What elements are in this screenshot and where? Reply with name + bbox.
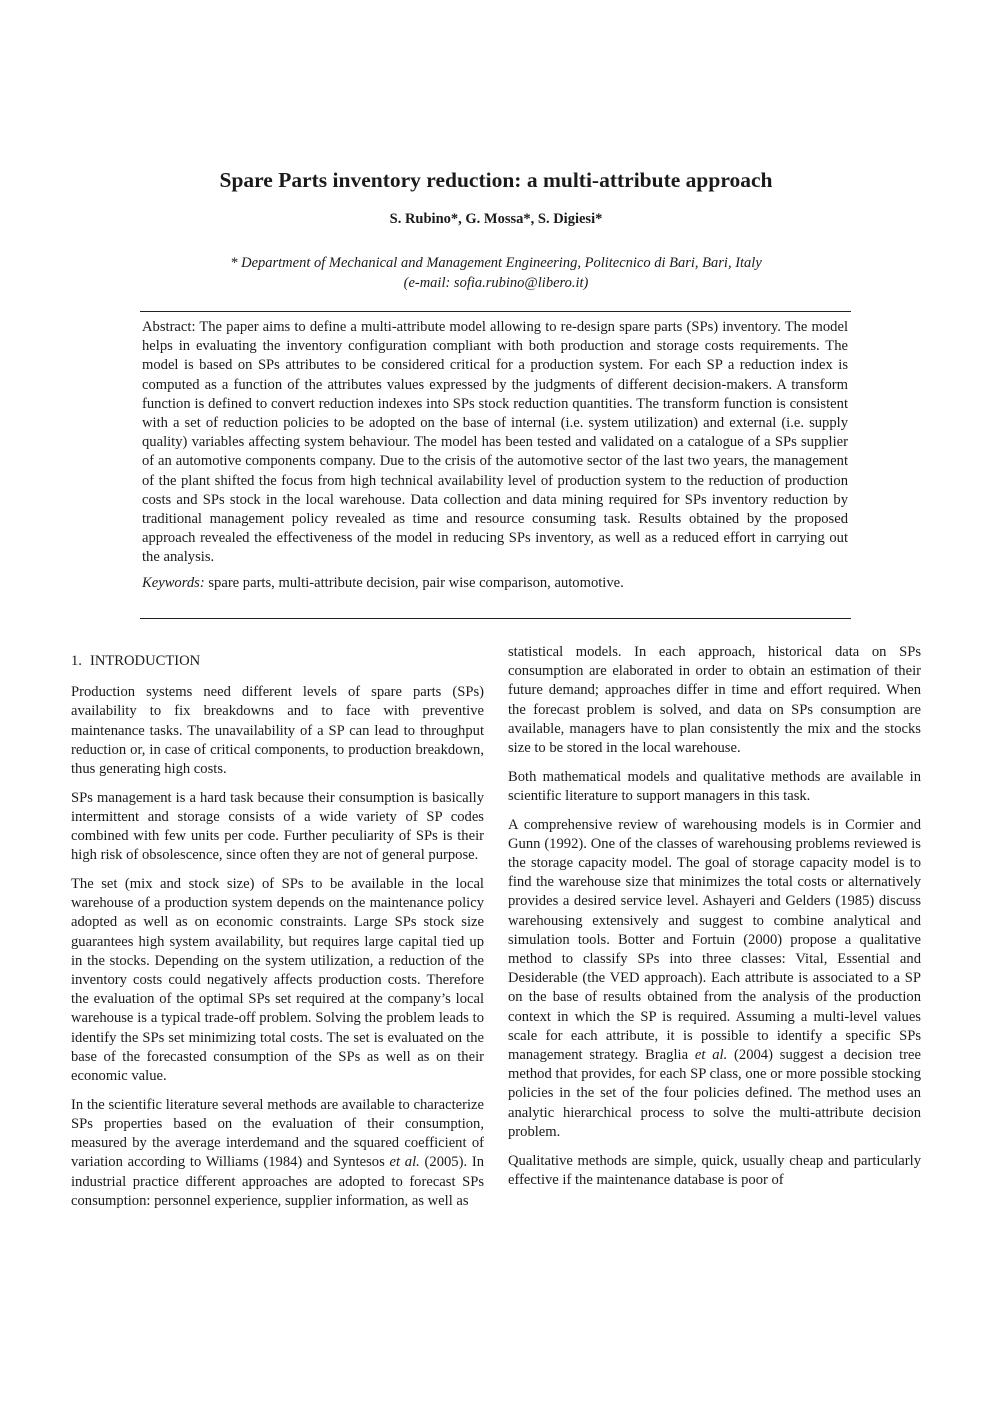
keywords-text: spare parts, multi-attribute decision, pair wise comparison, automotive.	[208, 574, 624, 591]
keywords-line	[142, 574, 848, 593]
abstract-text: Abstract: The paper aims to define a multi-attribute model allowing to re-design spare parts (SPs) inventory. The model helps in evaluating the inventory configuration compliant with both production and storage costs requirements. The model is based on SPs attributes to be considered critical for a production system. For each SP a reduction index is computed as a function of the attributes values expressed by the judgments of different decision-makers. A transform function is defined to convert reduction indexes into SPs stock reduction quantities. The transform function is consistent with a set of reduction policies to be adopted on the base of internal (i.e. system utilization) and external (i.e. supply quality) variables affecting system behaviour. The model has been tested and validated on a catalogue of a SPs supplier of an automotive components company. Due to the crisis of the automotive sector of the last two years, the management of the plant shifted the focus from high technical availability level of production system to the reduction of production costs and SPs stock in the local warehouse. Data collection and data mining required for SPs inventory reduction by traditional management policy revealed as time and resource consuming task. Results obtained by the proposed approach revealed the effectiveness of the model in reducing SPs inventory, as well as a reduced effort in carrying out the analysis.	[142, 319, 848, 566]
paragraph: SPs management is a hard task because their consumption is basically intermittent and storage consists of a wide variety of SP codes combined with few units per code. Further peculiarity of SPs is their high risk of obsolescence, since often they are not of general purpose.	[71, 789, 484, 864]
abstract-block	[142, 318, 848, 593]
paragraph	[508, 816, 921, 1142]
section-title: INTRODUCTION	[89, 653, 201, 669]
et-al: et al.	[694, 1047, 728, 1064]
right-column	[508, 643, 921, 1199]
paragraph: The set (mix and stock size) of SPs to be available in the local warehouse of a production system depends on the maintenance policy adopted as well as on economic constraints. Large SPs stock size guarantees high system availability, but requires large capital tied up in the stocks. Depending on the system utilization, a reduction of the inventory costs could negatively affects production costs. Therefore the evaluation of the optimal SPs set required at the company’s local warehouse is a typical trade-off problem. Solving the problem leads to identify the SPs set minimizing total costs. The set is evaluated on the base of the forecasted consumption of the SPs as well as on their economic value.	[71, 876, 484, 1085]
abstract-top-rule	[140, 311, 851, 312]
authors: S. Rubino*, G. Mossa*, S. Digiesi*	[389, 211, 603, 227]
affiliation-department: * Department of Mechanical and Management Engineering, Politecnico di Bari, Bari, Italy	[230, 255, 762, 271]
paragraph-text: (2004) suggest a decision tree method that provides, for each SP class, one or more possible stocking policies in the set of the four policies defined. The method uses an analytic hierarchical process to solve the multi-attribute decision problem.	[508, 1047, 921, 1140]
affiliation	[0, 253, 992, 293]
paper-title: Spare Parts inventory reduction: a multi-attribute approach	[219, 168, 773, 192]
abstract-bottom-rule	[140, 618, 851, 619]
et-al: et al.	[389, 1154, 420, 1171]
paragraph-text: In the scientific literature several methods are available to characterize SPs properties based on the evaluation of their consumption, measured by the average interdemand and the squared coefficient of variation according to Williams (1984) and Syntesos	[71, 1096, 484, 1171]
section-number: 1.	[71, 653, 82, 669]
left-column	[71, 652, 484, 1220]
paragraph: Production systems need different levels of spare parts (SPs) availability to fix breakdowns and to face with preventive maintenance tasks. The unavailability of a SP can lead to throughput reduction or, in case of critical components, to production breakdown, thus generating high costs.	[71, 684, 484, 778]
paragraph-text: A comprehensive review of warehousing models is in Cormier and Gunn (1992). One of the classes of warehousing problems reviewed is the storage capacity model. The goal of storage capacity model is to find the warehouse size that minimizes the total costs or alternatively provides a desired service level. Ashayeri and Gelders (1985) discuss warehousing extensively and suggest to combine analytical and simulation tools. Botter and Fortuin (2000) propose a qualitative method to classify SPs into three classes: Vital, Essential and Desiderable (the VED approach). Each attribute is associated to a SP on the base of results obtained from the analysis of the production context in which the SP is required. Assuming a multi-level values scale for each attribute, it is possible to identify a specific SPs management strategy. Braglia	[508, 816, 921, 1064]
paragraph: Both mathematical models and qualitative methods are available in scientific literature to support managers in this task.	[508, 768, 921, 804]
section-heading	[71, 652, 484, 671]
affiliation-email: (e-mail: sofia.rubino@libero.it)	[403, 275, 589, 291]
paragraph: Qualitative methods are simple, quick, usually cheap and particularly effective if the maintenance database is poor of	[508, 1152, 921, 1188]
keywords-label: Keywords:	[142, 574, 205, 591]
paragraph	[71, 1096, 484, 1211]
paragraph: statistical models. In each approach, historical data on SPs consumption are elaborated in order to obtain an estimation of their future demand; approaches differ in time and effort required. When the forecast problem is solved, and data on SPs consumption are available, managers have to plan consistently the mix and the stocks size to be stored in the local warehouse.	[508, 644, 921, 757]
paragraph-text: (2005). In industrial practice different approaches are adopted to forecast SPs consumption: personnel experience, supplier information, as well as	[71, 1154, 484, 1209]
